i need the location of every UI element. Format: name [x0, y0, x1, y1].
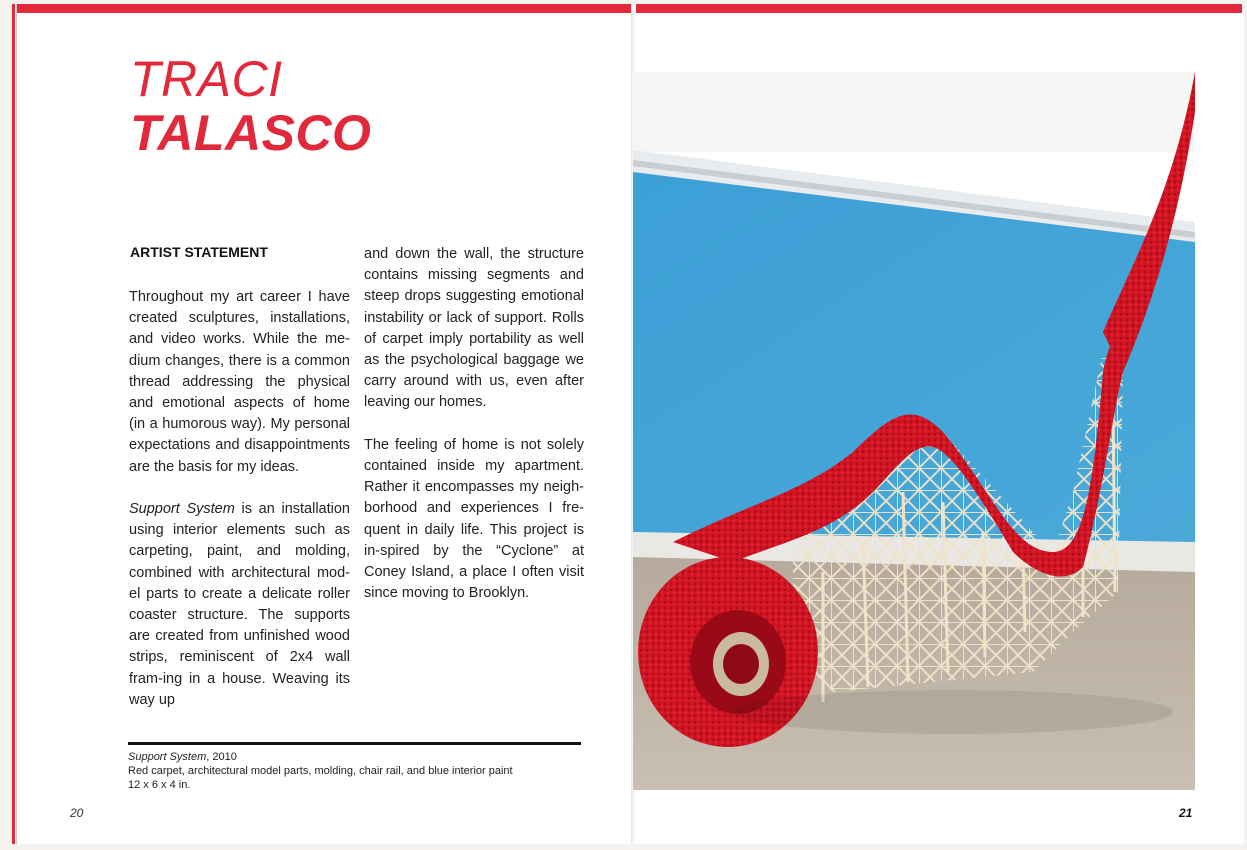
paragraph: and down the wall, the structure contains missing segments and steep drops suggesting emotional instability or lack of support. Rolls of carpet imply portability as well as the psychological baggage we carry around with us, even after leaving our homes. — [364, 246, 584, 411]
caption-dimensions: 12 x 6 x 4 in. — [128, 779, 191, 791]
page-number-left: 20 — [70, 806, 84, 820]
paragraph — [129, 499, 350, 711]
paragraph-text: is an installation using interior elements such as carpeting, paint, and molding, combined with architectural mod-el parts to create a delicate roller coaster structure. The supports are created from unfinished wood strips, reminiscent of 2x4 wall fram-ing in a house. Weaving its way up — [129, 501, 350, 708]
page-number-right: 21 — [1179, 806, 1193, 820]
paragraph: Throughout my art career I have created sculptures, installations, and video works. While the me-dium changes, there is a common thread addressing the physical and emotional aspects of home (in a humorous way). My personal expectations and disappointments are the basis for my ideas. — [129, 289, 350, 475]
caption-divider — [128, 742, 581, 745]
artwork-photo — [633, 72, 1195, 790]
caption-title: Support System — [128, 751, 207, 763]
work-title: Support System — [129, 501, 235, 518]
section-heading: ARTIST STATEMENT — [130, 244, 268, 260]
caption-materials: Red carpet, architectural model parts, molding, chair rail, and blue interior paint — [128, 765, 513, 777]
text-column-1 — [129, 287, 350, 711]
artist-last-name: TALASCO — [130, 105, 372, 161]
paragraph: The feeling of home is not solely contained inside my apartment. Rather it encompasses my neigh-borhood and experiences I fre-quent in daily life. This project is in-spired by the “Cyclone” at Coney Island, a place I often visit since moving to Brooklyn. — [364, 436, 584, 602]
caption-title-line — [128, 750, 513, 764]
left-accent-edge — [12, 4, 15, 844]
artist-first-name: TRACI — [130, 51, 283, 107]
caption-year: , 2010 — [206, 751, 237, 763]
top-accent-bar-right — [636, 4, 1242, 13]
text-column-2 — [364, 244, 584, 604]
left-page-edge — [16, 4, 17, 844]
top-accent-bar-left — [16, 4, 632, 13]
image-caption — [128, 750, 513, 792]
